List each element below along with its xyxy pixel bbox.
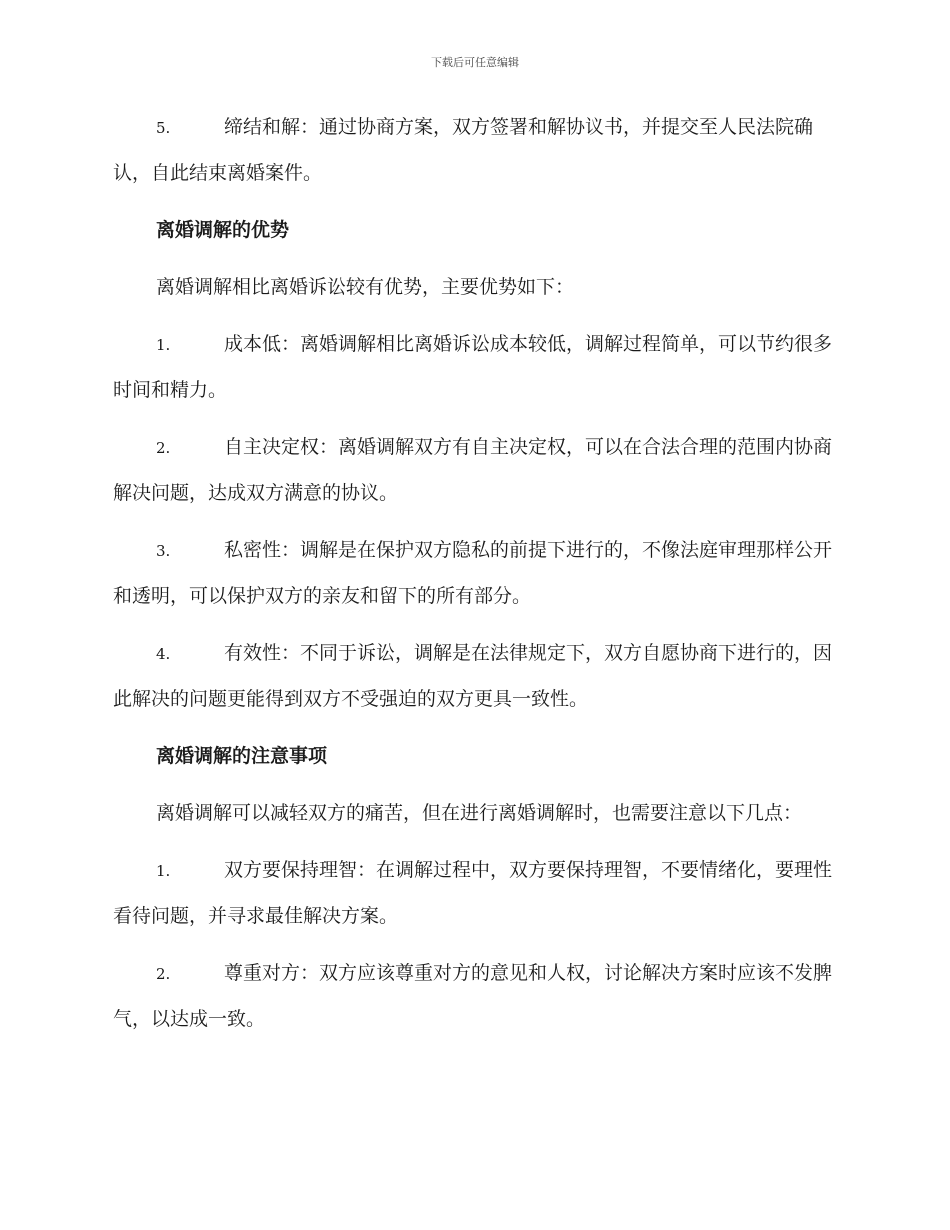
list-item bbox=[113, 848, 835, 939]
list-item bbox=[113, 425, 835, 516]
list-item bbox=[113, 528, 835, 619]
list-item-text: 双方要保持理智：在调解过程中，双方要保持理智，不要情绪化，要理性看待问题，并寻求最佳解决方案。 bbox=[113, 859, 833, 927]
page-header: 下载后可任意编辑 bbox=[431, 56, 519, 69]
document-body bbox=[113, 105, 835, 1054]
list-item-text: 自主决定权：离婚调解双方有自主决定权，可以在合法合理的范围内协商解决问题，达成双方满意的协议。 bbox=[113, 436, 833, 504]
paragraph: 离婚调解可以减轻双方的痛苦，但在进行离婚调解时，也需要注意以下几点： bbox=[156, 802, 803, 824]
list-number: 3. bbox=[156, 542, 171, 560]
list-item bbox=[113, 105, 835, 196]
list-item-text: 有效性：不同于诉讼，调解是在法律规定下，双方自愿协商下进行的，因此解决的问题更能得到双方不受强迫的双方更具一致性。 bbox=[113, 642, 833, 710]
list-number: 2. bbox=[156, 439, 171, 457]
list-number: 1. bbox=[156, 862, 171, 880]
list-item-text: 缔结和解：通过协商方案，双方签署和解协议书，并提交至人民法院确认，自此结束离婚案件。 bbox=[113, 116, 814, 184]
list-item-text: 尊重对方：双方应该尊重对方的意见和人权，讨论解决方案时应该不发脾气，以达成一致。 bbox=[113, 962, 833, 1030]
list-item bbox=[113, 322, 835, 413]
list-item-text: 私密性：调解是在保护双方隐私的前提下进行的，不像法庭审理那样公开和透明，可以保护双方的亲友和留下的所有部分。 bbox=[113, 539, 833, 607]
list-number: 2. bbox=[156, 965, 171, 983]
section-heading-advantages: 离婚调解的优势 bbox=[156, 219, 290, 241]
paragraph: 离婚调解相比离婚诉讼较有优势，主要优势如下： bbox=[156, 276, 575, 298]
list-number: 5. bbox=[156, 119, 171, 137]
list-number: 1. bbox=[156, 336, 171, 354]
list-number: 4. bbox=[156, 645, 171, 663]
list-item bbox=[113, 631, 835, 722]
list-item bbox=[113, 951, 835, 1042]
section-heading-precautions: 离婚调解的注意事项 bbox=[156, 745, 328, 767]
list-item-text: 成本低：离婚调解相比离婚诉讼成本较低，调解过程简单，可以节约很多时间和精力。 bbox=[113, 333, 833, 401]
